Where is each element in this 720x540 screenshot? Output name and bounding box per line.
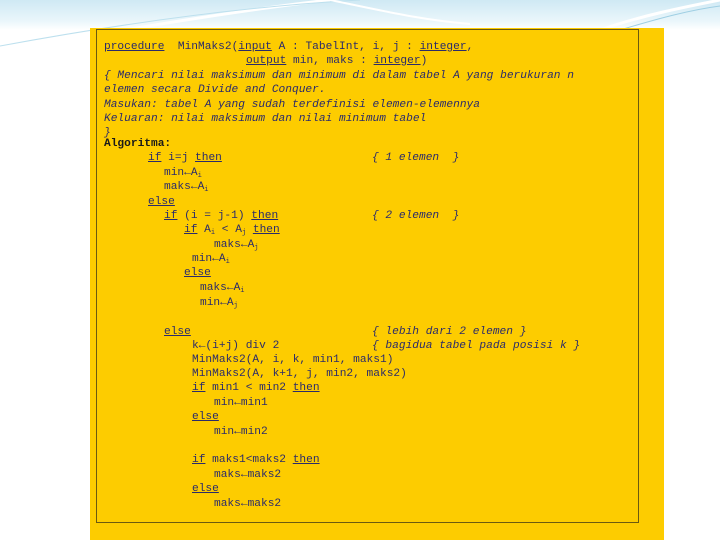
comment-text: { 1 elemen } <box>372 152 460 164</box>
code-line <box>104 137 171 151</box>
code-line <box>164 209 278 223</box>
comment-text: { lebih dari 2 elemen } <box>372 326 527 338</box>
keyword: else <box>192 483 219 495</box>
keyword: else <box>164 326 191 338</box>
keyword: then <box>251 210 279 222</box>
code-text: maks←maks2 <box>214 498 282 510</box>
code-line <box>214 497 281 511</box>
code-line <box>372 339 580 353</box>
code-text: min, maks : <box>286 55 374 67</box>
keyword: integer <box>419 41 467 53</box>
code-line <box>104 40 473 54</box>
code-text: MinMaks2(A, i, k, min1, maks1) <box>192 354 394 366</box>
section-heading: Algoritma: <box>104 138 172 150</box>
code-text: maks←A <box>200 282 241 294</box>
keyword: if <box>192 382 206 394</box>
code-line <box>214 425 268 439</box>
code-text: maks←A <box>214 239 255 251</box>
comment-text: { bagidua tabel pada posisi k } <box>372 340 581 352</box>
comment-text: { Mencari nilai maksimum dan minimum di dalam tabel A yang berukuran n <box>104 70 574 82</box>
keyword: if <box>164 210 178 222</box>
subscript: i <box>225 258 230 266</box>
code-line <box>214 396 268 410</box>
keyword: then <box>292 454 320 466</box>
subscript: j <box>241 229 247 237</box>
subscript: i <box>197 172 202 180</box>
code-line <box>200 296 238 313</box>
code-line <box>192 353 393 367</box>
code-line <box>246 54 427 68</box>
code-line <box>372 151 459 165</box>
comment-text: { 2 elemen } <box>372 210 460 222</box>
code-line <box>148 195 175 209</box>
keyword: else <box>148 196 175 208</box>
code-text: min←min1 <box>214 397 268 409</box>
keyword: integer <box>373 55 421 67</box>
comment-text: Keluaran: nilai maksimum dan nilai minimum tabel <box>104 113 427 125</box>
code-text: (i = j-1) <box>177 210 252 222</box>
code-text: A : TabelInt, i, j : <box>271 41 420 53</box>
code-text: A <box>197 224 211 236</box>
code-line <box>104 98 480 112</box>
subscript: j <box>254 244 259 252</box>
keyword: if <box>148 152 162 164</box>
code-line <box>184 266 211 280</box>
keyword: then <box>292 382 320 394</box>
code-line <box>104 112 426 126</box>
code-line <box>214 468 281 482</box>
keyword: procedure <box>104 41 165 53</box>
keyword: if <box>184 224 198 236</box>
code-line <box>104 83 326 97</box>
code-line <box>372 209 459 223</box>
subscript: i <box>210 229 216 237</box>
code-line <box>372 325 526 339</box>
keyword: then <box>252 224 280 236</box>
code-line <box>192 453 320 467</box>
subscript: j <box>233 302 238 310</box>
keyword: output <box>246 55 287 67</box>
code-text: min1 < min2 <box>205 382 293 394</box>
code-text: < A <box>215 224 242 236</box>
keyword: then <box>195 152 222 164</box>
code-line <box>192 482 219 496</box>
code-line <box>192 339 279 353</box>
code-text: maks←maks2 <box>214 469 282 481</box>
code-line <box>148 151 222 165</box>
comment-text: } <box>104 127 111 139</box>
code-line <box>104 69 574 83</box>
keyword: else <box>192 411 219 423</box>
keyword: if <box>192 454 206 466</box>
code-text: min←A <box>192 253 226 265</box>
keyword: else <box>184 267 211 279</box>
code-text: , <box>466 41 474 53</box>
keyword: input <box>238 41 272 53</box>
code-text: maks1<maks2 <box>205 454 293 466</box>
comment-text: elemen secara Divide and Conquer. <box>104 84 326 96</box>
code-text <box>246 224 253 236</box>
code-text: min←A <box>200 297 234 309</box>
code-text: MinMaks2(A, k+1, j, min2, maks2) <box>192 368 407 380</box>
subscript: i <box>240 287 245 295</box>
code-text: i=j <box>161 152 196 164</box>
comment-text: Masukan: tabel A yang sudah terdefinisi elemen-elemennya <box>104 99 480 111</box>
code-text: MinMaks2( <box>164 41 239 53</box>
code-line <box>164 325 191 339</box>
code-line <box>192 410 219 424</box>
code-text: min←min2 <box>214 426 268 438</box>
code-line <box>192 367 407 381</box>
code-text: ) <box>420 55 428 67</box>
code-text: k←(i+j) div 2 <box>192 340 280 352</box>
subscript: i <box>204 186 209 194</box>
code-text: maks←A <box>164 181 205 193</box>
code-text: min←A <box>164 167 198 179</box>
code-line <box>192 381 320 395</box>
